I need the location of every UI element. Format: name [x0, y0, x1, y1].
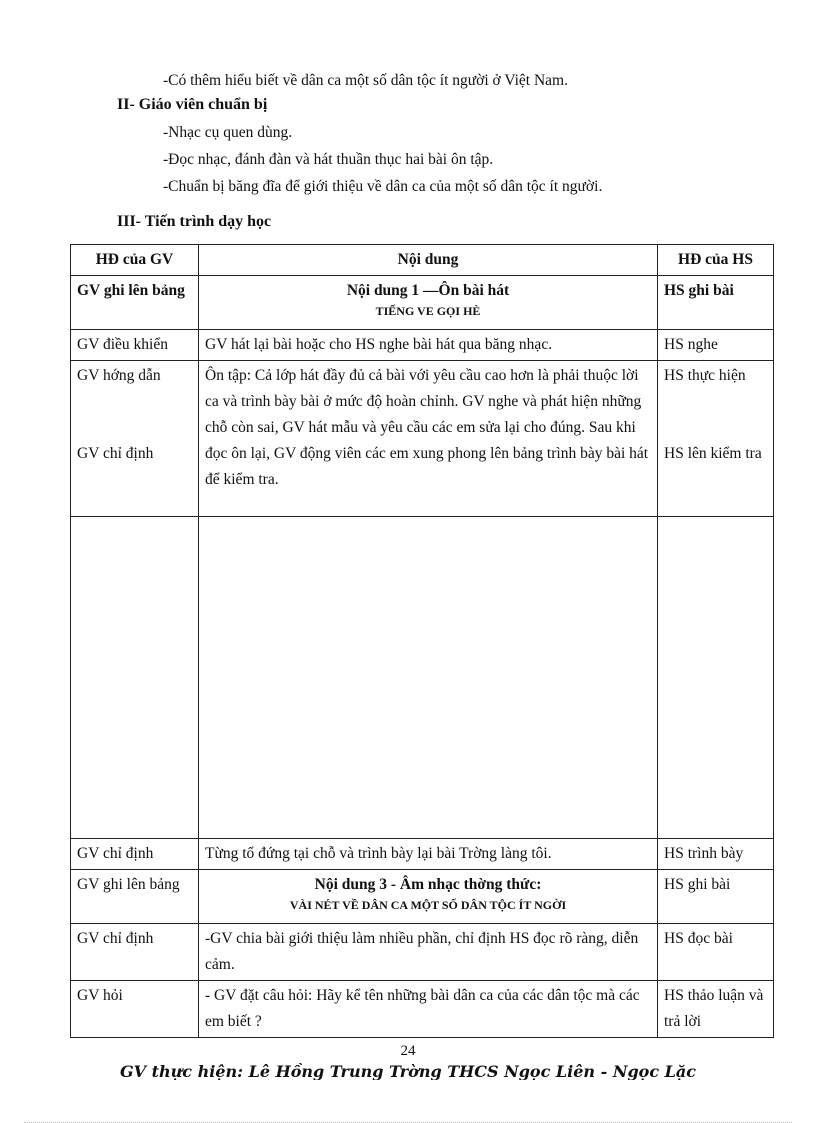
- student-activity-cell: HS ghi bài: [658, 870, 774, 924]
- student-activity-cell: [658, 361, 774, 517]
- header-teacher-activity: HĐ của GV: [71, 245, 199, 276]
- table-row: [71, 870, 774, 924]
- teacher-activity-cell: [71, 361, 199, 517]
- empty-cell: [71, 517, 199, 839]
- page-footer: GV thực hiện: Lê Hồng Trung Trờng THCS Ngọc Liên - Ngọc Lặc: [120, 1062, 696, 1080]
- student-activity-cell: HS nghe: [658, 330, 774, 361]
- table-header-row: [71, 245, 774, 276]
- student-activity-cell: HS ghi bài: [658, 276, 774, 330]
- table-row: [71, 276, 774, 330]
- content-cell: Từng tổ đứng tại chỗ và trình bày lại bài Trờng làng tôi.: [199, 839, 658, 870]
- objective-line: -Có thêm hiểu biết về dân ca một số dân tộc ít người ở Việt Nam.: [163, 72, 568, 89]
- teacher-activity-assign: GV chỉ định: [77, 445, 154, 462]
- page-number: 24: [400, 1043, 416, 1059]
- song-title: TIẾNG VE GỌI HÈ: [375, 304, 481, 318]
- section-2-title: II- Giáo viên chuẩn bị: [117, 96, 268, 113]
- topic-title: VÀI NÉT VỀ DÂN CA MỘT SỐ DÂN TỘC ÍT NGỜI: [289, 898, 567, 912]
- table-row: [71, 839, 774, 870]
- content-cell: GV hát lại bài hoặc cho HS nghe bài hát qua băng nhạc.: [199, 330, 658, 361]
- lesson-plan-table: [70, 244, 774, 1038]
- teacher-activity-cell: GV hỏi: [71, 981, 199, 1038]
- teacher-activity-cell: GV ghi lên bảng: [71, 276, 199, 330]
- content-cell: [199, 276, 658, 330]
- content-cell: Ôn tập: Cả lớp hát đầy đủ cả bài với yêu cầu cao hơn là phải thuộc lời ca và trình bày bài ở mức độ hoàn chỉnh. GV nghe và phát hiện những chỗ còn sai, GV hát mẫu và yêu cầu các em sửa lại cho đúng. Sau khi đọc ôn lại, GV động viên các em xung phong lên bảng trình bày bài hát để kiểm tra.: [199, 361, 658, 517]
- table-row: [71, 330, 774, 361]
- header-content: Nội dung: [199, 245, 658, 276]
- student-activity-practice: HS thực hiện: [664, 367, 746, 384]
- header-student-activity: HĐ của HS: [658, 245, 774, 276]
- table-row-blank: [71, 517, 774, 839]
- section-3-title: III- Tiến trình dạy học: [117, 213, 272, 230]
- empty-cell: [199, 517, 658, 839]
- teacher-activity-cell: GV chỉ định: [71, 839, 199, 870]
- student-activity-cell: HS trình bày: [658, 839, 774, 870]
- content-cell: -GV chia bài giới thiệu làm nhiều phần, chỉ định HS đọc rõ ràng, diễn cảm.: [199, 924, 658, 981]
- content-heading: Nội dung 1 —Ôn bài hát: [346, 282, 510, 299]
- teacher-activity-cell: GV điều khiển: [71, 330, 199, 361]
- teacher-activity-guide: GV hớng dẫn: [77, 367, 161, 384]
- content-heading: Nội dung 3 - Âm nhạc thờng thức:: [314, 876, 542, 893]
- table-row: [71, 361, 774, 517]
- content-cell: - GV đặt câu hỏi: Hãy kể tên những bài dân ca của các dân tộc mà các em biết ?: [199, 981, 658, 1038]
- table-row: [71, 981, 774, 1038]
- student-activity-check: HS lên kiểm tra: [664, 445, 762, 462]
- prep-item-2: -Đọc nhạc, đánh đàn và hát thuần thục hai bài ôn tập.: [163, 151, 494, 168]
- table-row: [71, 924, 774, 981]
- prep-item-1: -Nhạc cụ quen dùng.: [163, 124, 293, 141]
- content-cell: [199, 870, 658, 924]
- student-activity-cell: HS thảo luận và trả lời: [658, 981, 774, 1038]
- prep-item-3: -Chuẩn bị băng đĩa để giới thiệu về dân ca của một số dân tộc ít người.: [163, 178, 603, 195]
- empty-cell: [658, 517, 774, 839]
- teacher-activity-cell: GV chỉ định: [71, 924, 199, 981]
- student-activity-cell: HS đọc bài: [658, 924, 774, 981]
- teacher-activity-cell: GV ghi lên bảng: [71, 870, 199, 924]
